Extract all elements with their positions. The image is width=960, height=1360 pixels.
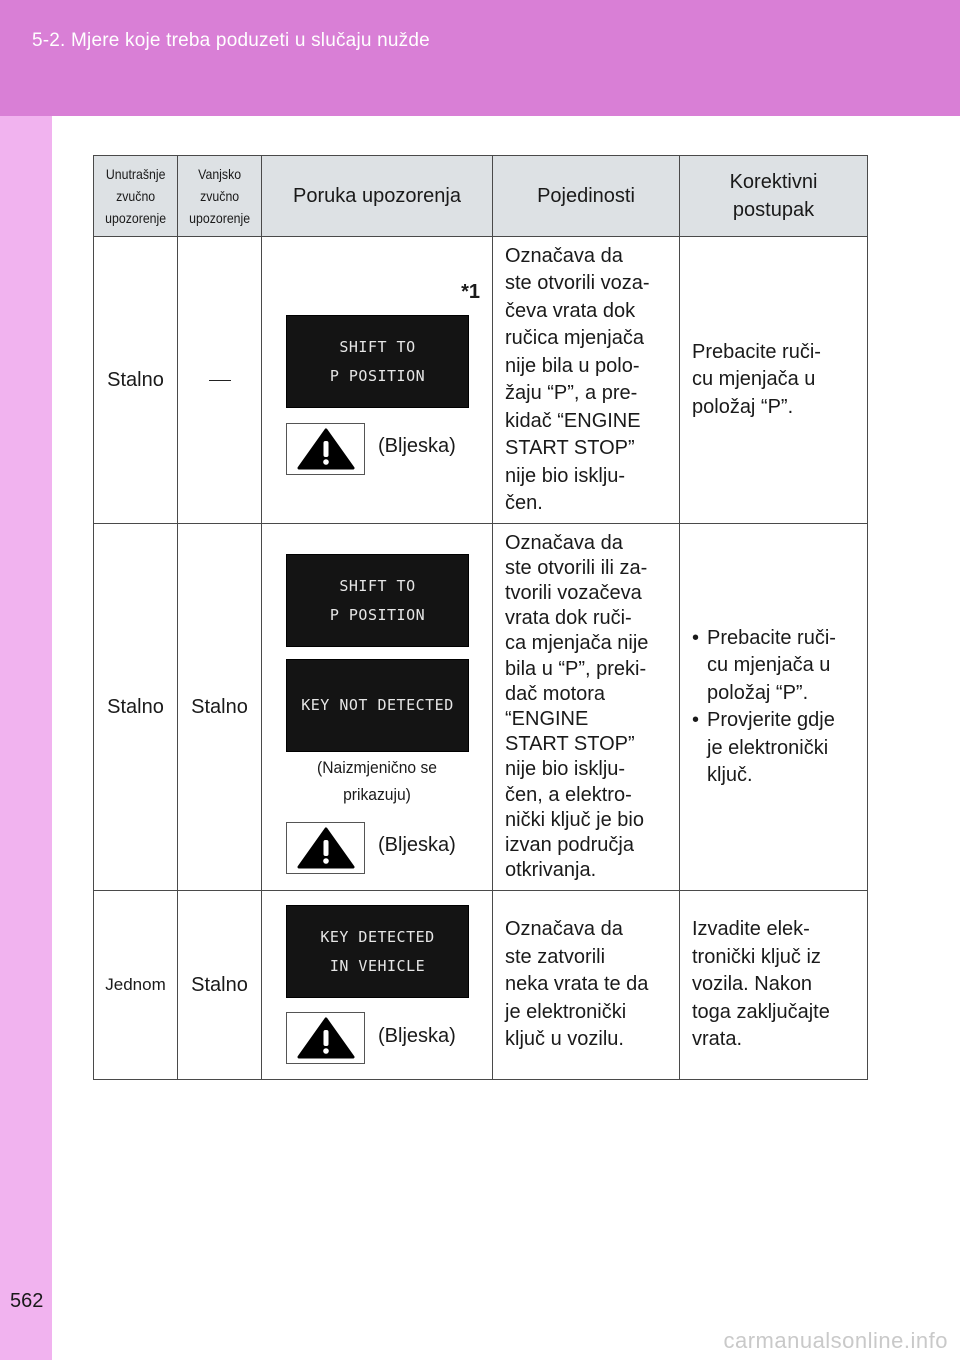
action-cell (680, 524, 868, 891)
display-screen: KEY NOT DETECTED (286, 659, 469, 752)
flash-label: (Bljeska) (378, 834, 456, 856)
side-tab-strip (0, 116, 52, 1360)
list-item: • Provjerite gdje je elektronički ključ. (692, 707, 855, 790)
warning-table (93, 155, 868, 1080)
internal-buzzer-value: Stalno (94, 524, 178, 891)
col-internal-buzzer: Unutrašnje zvučno upozorenje (94, 156, 178, 237)
warning-triangle-icon (286, 423, 365, 475)
details-cell: Označava da ste otvorili voza- čeva vrata dok ručica mjenjača nije bila u polo- žaju “P”, a pre- kidač “ENGINE START STOP” nije bio isklju- čen. (493, 237, 680, 524)
details-cell: Označava da ste otvorili ili za- tvorili vozačeva vrata dok ruči- ca mjenjača nije bila u “P”, preki- dač motora “ENGINE START STOP” nije bio isklju- čen, a elektro- nički ključ je bio izvan područja otkrivanja. (493, 524, 680, 891)
action-cell: Izvadite elek- tronički ključ iz vozila. Nakon toga zaključajte vrata. (680, 891, 868, 1080)
warning-message-cell (262, 237, 493, 524)
external-buzzer-value: Stalno (178, 891, 262, 1080)
warning-triangle-icon (286, 1012, 365, 1064)
page-number: 562 (10, 1290, 44, 1312)
watermark: carmanualsonline.info (723, 1328, 948, 1353)
table-row (94, 237, 868, 524)
action-bullet-list (692, 625, 855, 790)
external-buzzer-value (178, 237, 262, 524)
list-item: • Prebacite ruči- cu mjenjača u položaj “P”. (692, 625, 855, 708)
internal-buzzer-value: Stalno (94, 237, 178, 524)
display-screen: SHIFT TO P POSITION (286, 554, 469, 647)
col-corrective-action: Korektivni postupak (680, 156, 868, 237)
table-header-row (94, 156, 868, 237)
table-row (94, 524, 868, 891)
dash-none (209, 380, 231, 381)
details-cell: Označava da ste zatvorili neka vrata te da je elektronički ključ u vozilu. (493, 891, 680, 1080)
footnote-mark: *1 (461, 281, 480, 303)
col-details: Pojedinosti (493, 156, 680, 237)
flash-label: (Bljeska) (378, 1025, 456, 1047)
action-cell: Prebacite ruči- cu mjenjača u položaj “P”. (680, 237, 868, 524)
page-header-band (0, 0, 960, 116)
external-buzzer-value: Stalno (178, 524, 262, 891)
display-screen: KEY DETECTED IN VEHICLE (286, 905, 469, 998)
section-title: 5-2. Mjere koje treba poduzeti u slučaju nužde (32, 30, 430, 51)
warning-message-cell (262, 891, 493, 1080)
alternate-display-note: (Naizmjenično se prikazuju) (317, 758, 437, 804)
flash-label: (Bljeska) (378, 435, 456, 457)
table-row (94, 891, 868, 1080)
warning-triangle-icon (286, 822, 365, 874)
warning-message-cell (262, 524, 493, 891)
display-screen: SHIFT TO P POSITION (286, 315, 469, 408)
internal-buzzer-value: Jednom (94, 891, 178, 1080)
col-external-buzzer: Vanjsko zvučno upozorenje (178, 156, 262, 237)
col-warning-message: Poruka upozorenja (262, 156, 493, 237)
